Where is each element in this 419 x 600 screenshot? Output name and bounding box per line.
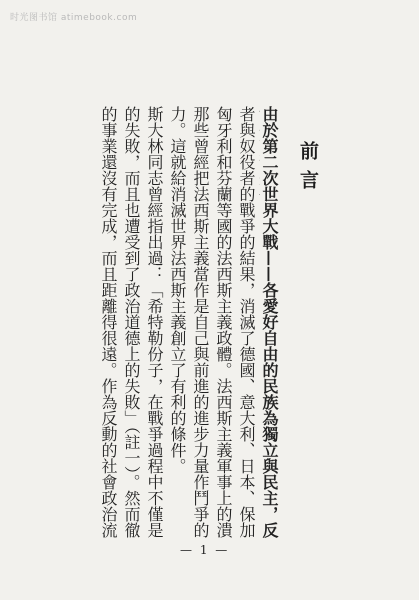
text-column-6: 斯大林同志曾經指出過：「希特勒份子，在戰爭過程中不僅是 [145, 106, 164, 538]
watermark: 时光图书馆 atimebook.com [10, 13, 138, 23]
text-column-3: 匈牙利和芬蘭等國的法西斯主義政體。法西斯主義軍事上的潰 [214, 106, 233, 538]
text-column-2: 者與奴役者的戰爭的結果，消滅了德國、意大利、日本、保加 [237, 106, 256, 538]
page-number: — 1 — [180, 543, 230, 557]
text-column-7: 的失敗，而且也遭受到了政治道德上的失敗」（註一）。然而徹 [122, 106, 141, 538]
text-column-1: 由於第二次世界大戰——各愛好自由的民族為獨立與民主，反 [260, 106, 279, 538]
text-column-4: 那些曾經把法西斯主義當作是自己與前進的進步力量作鬥爭的 [191, 106, 210, 538]
page-heading: 前言 [297, 141, 319, 199]
text-column-8: 的事業還沒有完成，而且距離得很遠。作為反動的社會政治流 [99, 106, 118, 538]
text-columns [76, 106, 279, 538]
text-column-5: 力。這就給消滅世界法西斯主義創立了有利的條件。 [168, 106, 187, 474]
